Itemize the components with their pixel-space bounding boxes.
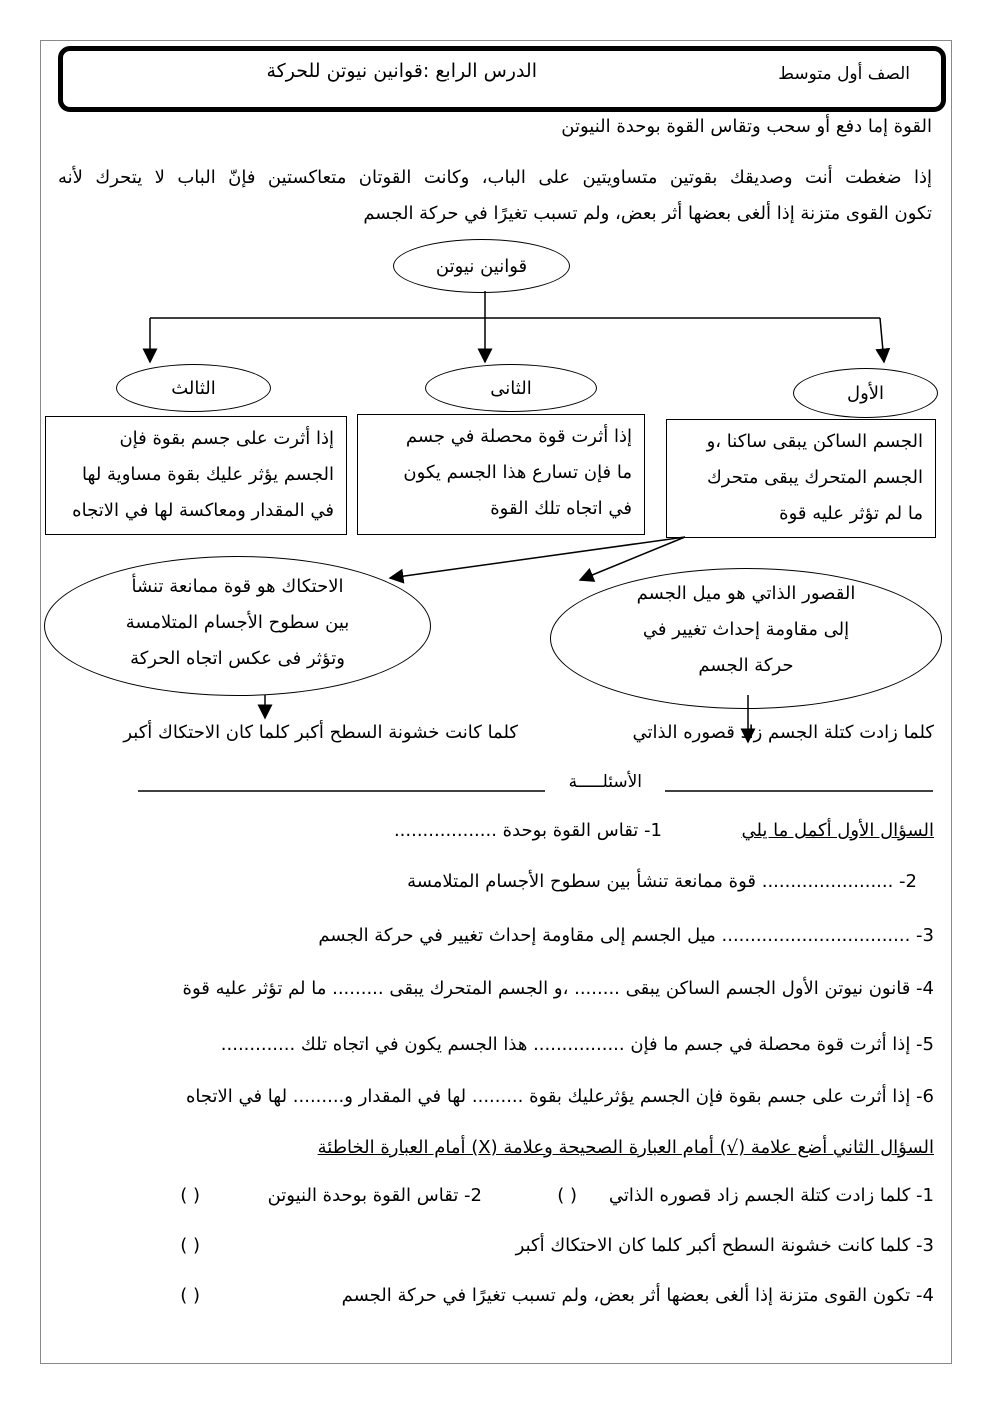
first-law-line-3: ما لم تؤثر عليه قوة (779, 503, 923, 524)
q2-title: السؤال الثاني أضع علامة (√) أمام العبارة الصحيحة وعلامة (X) أمام العبارة الخاطئة (317, 1137, 934, 1158)
second-law-line-3: في اتجاه تلك القوة (490, 498, 632, 519)
first-law-line-1: الجسم الساكن يبقى ساكنا ،و (706, 431, 923, 452)
q2-item-4-answer[interactable]: ( ) (180, 1285, 200, 1306)
q2-item-2-answer[interactable]: ( ) (180, 1185, 200, 1206)
second-law-line-1: إذا أثرت قوة محصلة في جسم (405, 426, 632, 447)
friction-line-2: بين سطوح الأجسام المتلامسة (125, 612, 350, 633)
grade-label: الصف أول متوسط (778, 64, 910, 84)
third-law-label: الثالث (171, 377, 216, 399)
second-law-label: الثانى (490, 377, 532, 399)
inertia-line-2: إلى مقاومة إحداث تغيير في (642, 619, 850, 640)
lesson-title: الدرس الرابع :قوانين نيوتن للحركة (266, 60, 537, 82)
third-law-line-3: في المقدار ومعاكسة لها في الاتجاه (72, 500, 334, 521)
q2-item-3: 3- كلما كانت خشونة السطح أكبر كلما كان الاحتكاك أكبر (515, 1235, 934, 1256)
newton-laws-root-oval (393, 239, 570, 293)
q2-item-1: 1- كلما زادت كتلة الجسم زاد قصوره الذاتي (608, 1185, 934, 1206)
third-law-line-1: إذا أثرت على جسم بقوة فإن (119, 428, 334, 449)
inertia-definition (550, 576, 942, 684)
intro-line-2: إذا ضغطت أنت وصديقك بقوتين متساويتين على الباب، وكانت القوتان متعاكستين فإنّ الباب لا يتحرك لأنه (58, 167, 932, 188)
q1-item-5: 5- إذا أثرت قوة محصلة في جسم ما فإن ................ هذا الجسم يكون في اتجاه تلك ............. (220, 1034, 934, 1055)
q1-item-6: 6- إذا أثرت على جسم بقوة فإن الجسم يؤثرعليك بقوة ......... لها في المقدار و......... لها في الاتجاه (185, 1086, 934, 1107)
q2-item-3-answer[interactable]: ( ) (180, 1235, 200, 1256)
friction-line-1: الاحتكاك هو قوة ممانعة تنشأ (131, 576, 344, 597)
q2-item-1-answer[interactable]: ( ) (557, 1185, 577, 1206)
first-law-oval (793, 368, 938, 418)
third-law-line-2: الجسم يؤثر عليك بقوة مساوية لها (82, 464, 334, 485)
q1-item-2: 2- ....................... قوة ممانعة تنشأ بين سطوح الأجسام المتلامسة (407, 871, 917, 892)
q1-item-1: 1- تقاس القوة بوحدة .................. (393, 820, 662, 841)
first-law-label: الأول (846, 382, 885, 404)
questions-heading: الأسئلـــــة (568, 772, 642, 792)
friction-line-3: وتؤثر فى عكس اتجاه الحركة (130, 648, 345, 669)
q1-item-3: 3- ................................. ميل الجسم إلى مقاومة إحداث تغيير في حركة الجسم (318, 925, 934, 946)
inertia-note: كلما زادت كتلة الجسم زاد قصوره الذاتي (632, 722, 934, 743)
q2-item-4: 4- تكون القوى متزنة إذا ألغى بعضها أثر بعض، ولم تسبب تغيرًا في حركة الجسم (341, 1285, 934, 1306)
third-law-oval (116, 364, 271, 412)
root-label: قوانين نيوتن (435, 255, 528, 277)
friction-definition (44, 569, 431, 677)
q2-item-2: 2- تقاس القوة بوحدة النيوتن (267, 1185, 482, 1206)
inertia-line-3: حركة الجسم (698, 655, 794, 676)
friction-note: كلما كانت خشونة السطح أكبر كلما كان الاحتكاك أكبر (123, 722, 518, 743)
third-law-box (45, 416, 347, 535)
q1-item-4: 4- قانون نيوتن الأول الجسم الساكن يبقى ........ ،و الجسم المتحرك يبقى ......... ما لم تؤثر عليه قوة (182, 978, 934, 999)
second-law-line-2: ما فإن تسارع هذا الجسم يكون (403, 462, 632, 483)
intro-line-1: القوة إما دفع أو سحب وتقاس القوة بوحدة النيوتن (561, 116, 932, 137)
first-law-line-2: الجسم المتحرك يبقى متحرك (706, 467, 923, 488)
second-law-box (357, 414, 645, 535)
q1-title: السؤال الأول أكمل ما يلي (741, 820, 934, 841)
inertia-line-1: القصور الذاتي هو ميل الجسم (636, 583, 856, 604)
intro-line-3: تكون القوى متزنة إذا ألغى بعضها أثر بعض، ولم تسبب تغيرًا في حركة الجسم (363, 203, 932, 224)
first-law-box (666, 419, 936, 538)
second-law-oval (425, 364, 597, 412)
